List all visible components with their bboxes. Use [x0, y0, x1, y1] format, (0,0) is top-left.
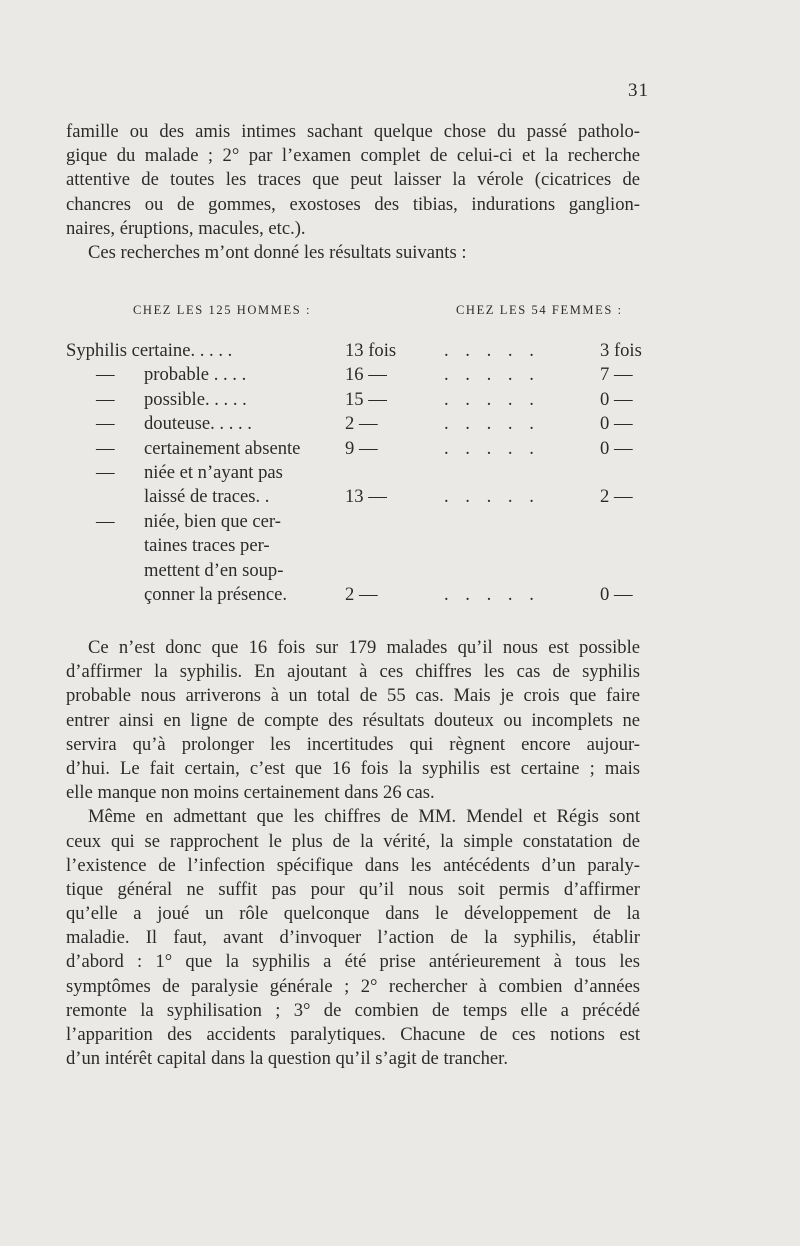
text-line: remonte la syphilisation ; 3° de combien de temps elle a précédé — [66, 999, 640, 1021]
row-dash: — — [96, 437, 115, 459]
count-men: 13 — — [345, 486, 387, 508]
row-dash: — — [96, 364, 115, 386]
row-label: mettent d’en soup- — [144, 559, 284, 581]
count-men: 15 — — [345, 388, 387, 410]
row-label: niée, bien que cer- — [144, 510, 281, 532]
table-row — [0, 364, 800, 388]
page-number: 31 — [628, 80, 649, 101]
text-line: gique du malade ; 2° par l’examen complet de celui-ci et la recherche — [66, 145, 640, 167]
row-label: Syphilis certaine. . . . . — [66, 340, 233, 361]
count-women: 0 — — [600, 437, 633, 459]
row-label: çonner la présence. — [144, 584, 287, 605]
table-row — [0, 389, 800, 413]
count-women: 0 — — [600, 584, 633, 605]
leader-dots: . . . . . — [444, 364, 540, 386]
row-dash: — — [96, 462, 115, 483]
leader-dots: . . . . . — [444, 388, 540, 410]
count-women: 0 — — [600, 388, 633, 410]
row-label: taines traces per- — [144, 535, 270, 557]
row-label: niée et n’ayant pas — [144, 462, 283, 483]
row-dash: — — [96, 388, 115, 410]
leader-dots: . . . . . — [444, 340, 540, 361]
paragraph-intro — [66, 120, 640, 265]
count-men: 9 — — [345, 437, 378, 459]
count-women: 7 — — [600, 364, 633, 386]
table-row — [0, 560, 800, 584]
table-header-women: CHEZ LES 54 FEMMES : — [456, 303, 623, 317]
text-line: symptômes de paralysie générale ; 2° rechercher à combien d’années — [66, 975, 640, 997]
count-men: 2 — — [345, 413, 378, 435]
row-label: probable . . . . — [144, 364, 247, 386]
count-women: 3 fois — [600, 340, 642, 361]
row-label: possible. . . . . — [144, 388, 247, 410]
text-line: d’abord : 1° que la syphilis a été prise antérieurement à tous les — [66, 951, 640, 973]
text-line: d’un intérêt capital dans la question qu’il s’agit de trancher. — [66, 1048, 508, 1070]
row-dash: — — [96, 510, 115, 532]
table-row — [0, 584, 800, 608]
table-row — [0, 486, 800, 510]
leader-dots: . . . . . — [444, 413, 540, 435]
text-line: Ce n’est donc que 16 fois sur 179 malades qu’il nous est possible — [88, 637, 640, 658]
count-men: 13 fois — [345, 340, 397, 361]
text-line: Ces recherches m’ont donné les résultats suivants : — [88, 241, 467, 263]
text-line: attentive de toutes les traces que peut laisser la vérole (cicatrices de — [66, 169, 640, 191]
text-line: servira qu’à prolonger les incertitudes qui règnent encore aujour- — [66, 733, 640, 755]
count-men: 16 — — [345, 364, 387, 386]
count-women: 0 — — [600, 413, 633, 435]
paragraph-discussion — [66, 636, 640, 1071]
table-row — [0, 511, 800, 535]
row-label: certainement absente — [144, 437, 301, 459]
table-row — [0, 340, 800, 364]
row-dash: — — [96, 413, 115, 435]
text-line: famille ou des amis intimes sachant quelque chose du passé patholo- — [66, 121, 640, 142]
text-line: d’hui. Le fait certain, c’est que 16 fois la syphilis est certaine ; mais — [66, 757, 640, 779]
count-men: 2 — — [345, 584, 378, 605]
text-line: Même en admettant que les chiffres de MM. Mendel et Régis sont — [88, 806, 640, 828]
text-line: tique général ne suffit pas pour qu’il nous soit permis d’affirmer — [66, 878, 640, 900]
text-line: chancres ou de gommes, exostoses des tibias, indurations ganglion- — [66, 193, 640, 215]
table-row — [0, 462, 800, 486]
count-women: 2 — — [600, 486, 633, 508]
text-line: l’existence de l’infection spécifique dans les antécédents d’un paraly- — [66, 854, 640, 876]
text-line: maladie. Il faut, avant d’invoquer l’action de la syphilis, établir — [66, 927, 640, 949]
leader-dots: . . . . . — [444, 437, 540, 459]
table-header-men: CHEZ LES 125 HOMMES : — [133, 303, 312, 317]
text-line: l’apparition des accidents paralytiques. Chacune de ces notions est — [66, 1024, 640, 1045]
text-line: entrer ainsi en ligne de compte des résultats douteux ou incomplets ne — [66, 709, 640, 731]
leader-dots: . . . . . — [444, 584, 540, 605]
table-row — [0, 438, 800, 462]
text-line: probable nous arriverons à un total de 55 cas. Mais je crois que faire — [66, 685, 640, 707]
row-label: laissé de traces. . — [144, 486, 270, 508]
leader-dots: . . . . . — [444, 486, 540, 508]
row-label: douteuse. . . . . — [144, 413, 252, 435]
text-line: d’affirmer la syphilis. En ajoutant à ces chiffres les cas de syphilis — [66, 661, 640, 683]
text-line: qu’elle a joué un rôle quelconque dans le développement de la — [66, 903, 640, 925]
table-row — [0, 535, 800, 559]
text-line: naires, éruptions, macules, etc.). — [66, 217, 306, 239]
text-line: elle manque non moins certainement dans 26 cas. — [66, 782, 435, 804]
table-row — [0, 413, 800, 437]
text-line: ceux qui se rapprochent le plus de la vérité, la simple constatation de — [66, 830, 640, 852]
